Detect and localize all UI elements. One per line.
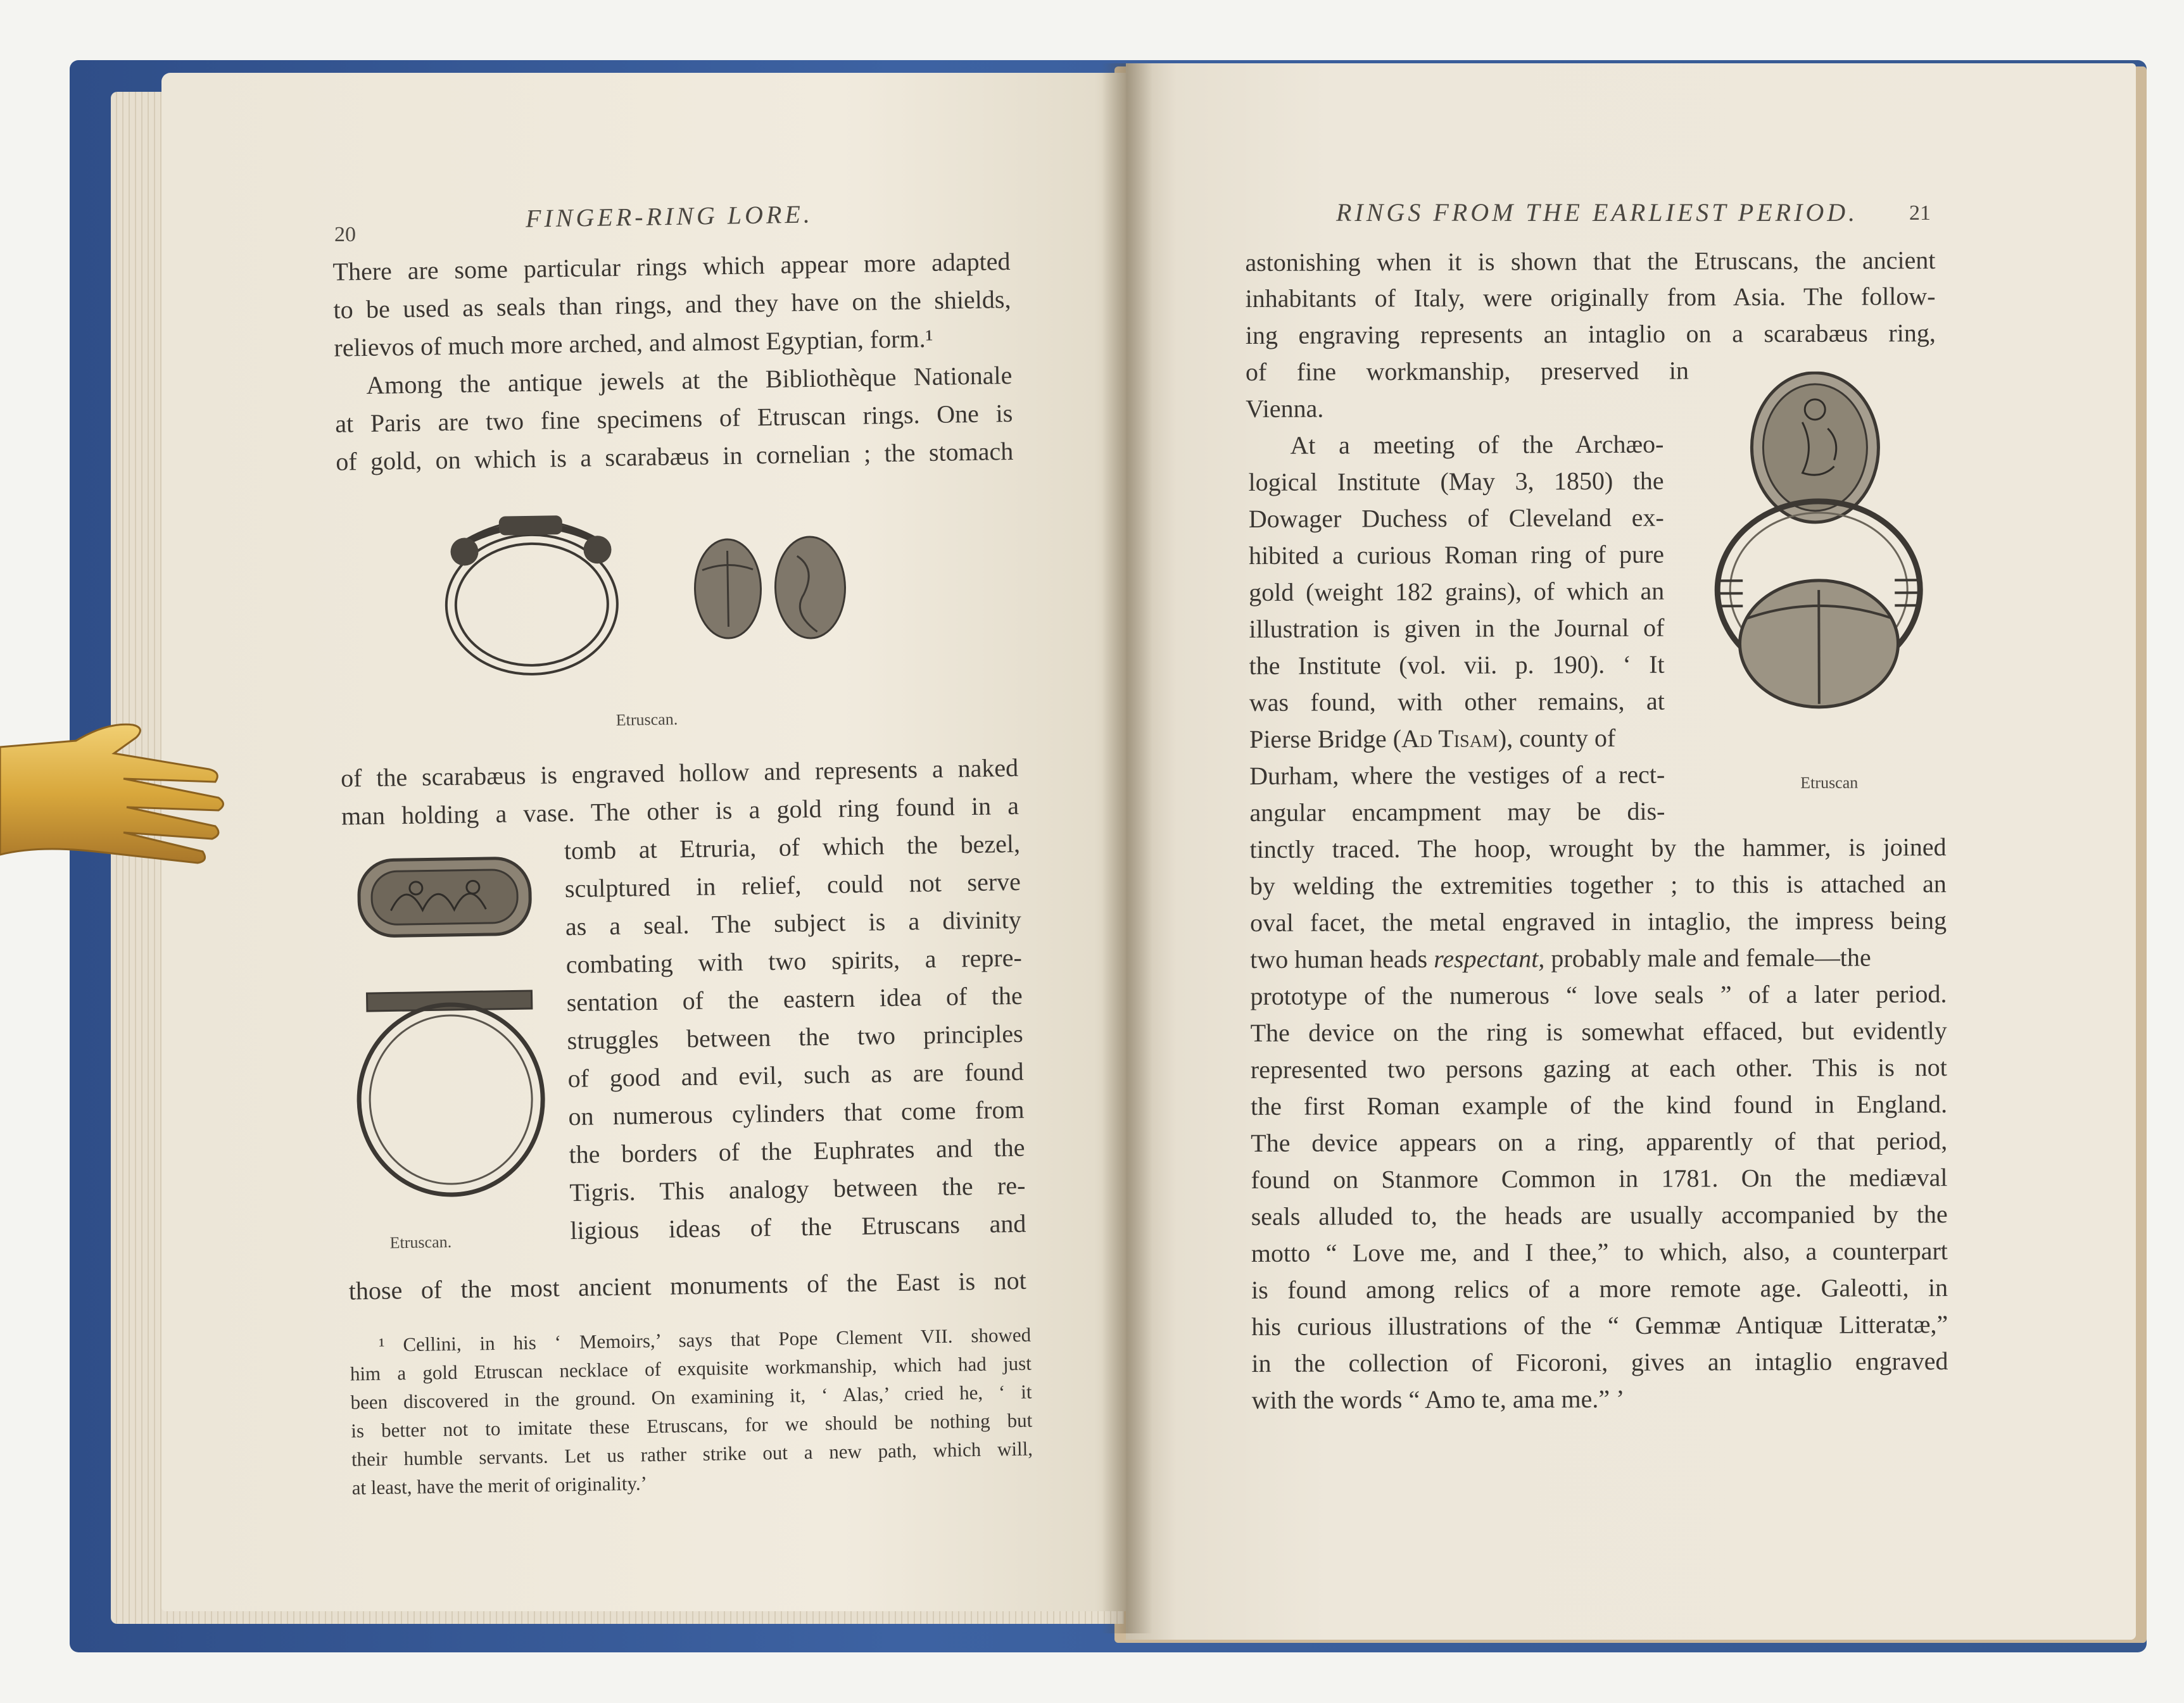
text-line: the borders of the Euphrates and the xyxy=(569,1133,1025,1169)
text-line: as a seal. The subject is a divinity xyxy=(565,905,1022,941)
figure-caption: Etruscan xyxy=(1800,773,1859,792)
text-line: is found among relics of a more remote age. Galeotti, in xyxy=(1251,1273,1948,1304)
etruscan-ring-illustration xyxy=(410,498,907,701)
text-fragment: Pierse Bridge ( xyxy=(1249,724,1402,753)
figure-caption: Etruscan. xyxy=(615,710,678,729)
text-line: those of the most ancient monuments of the East is not xyxy=(348,1266,1027,1305)
text-line: Dowager Duchess of Cleveland ex- xyxy=(1248,503,1664,533)
text-line: represented two persons gazing at each other. This is not xyxy=(1250,1053,1947,1084)
text-line: relievos of much more arched, and almost Egyptian, form.¹ xyxy=(334,324,933,362)
text-line: of fine workmanship, preserved in xyxy=(1245,356,1689,386)
text-line: Vienna. xyxy=(1246,394,1324,423)
place-name: Ad Tisam xyxy=(1401,724,1498,753)
text-line: the Institute (vol. vii. p. 190). ‘ It xyxy=(1249,650,1665,680)
scarab-ring-illustration xyxy=(1707,371,1936,726)
text-line: sculptured in relief, could not serve xyxy=(564,867,1021,903)
text-fragment: ), county of xyxy=(1498,723,1616,753)
running-header-left: FINGER-RING LORE. xyxy=(525,199,814,233)
right-text-column xyxy=(1241,187,1961,1431)
text-fragment: probably male and female—the xyxy=(1544,943,1871,973)
text-line xyxy=(1250,945,1947,972)
text-line: logical Institute (May 3, 1850) the xyxy=(1248,466,1664,496)
text-line: Tigris. This analogy between the re- xyxy=(569,1171,1026,1207)
text-line: ing engraving represents an intaglio on a scarabæus ring, xyxy=(1245,318,1936,349)
running-header-right: RINGS FROM THE EARLIEST PERIOD. xyxy=(1336,198,1859,227)
hand-clip-icon xyxy=(0,709,228,899)
text-line: in the collection of Ficoroni, gives an intaglio engraved xyxy=(1251,1347,1948,1378)
text-line: oval facet, the metal engraved in intaglio, the impress being xyxy=(1249,906,1947,937)
text-line: of gold, on which is a scarabæus in cornelian ; the stomach xyxy=(335,436,1014,476)
italic-word: respectant, xyxy=(1434,944,1545,973)
page-number-right: 21 xyxy=(1909,201,1931,225)
book-gutter xyxy=(1102,63,1152,1633)
footnote-line: is better not to imitate these Etruscans, for we should be nothing but xyxy=(351,1409,1033,1442)
text-line: Among the antique jewels at the Bibliothèque Nationale xyxy=(366,360,1013,399)
footnote-line: ¹ Cellini, in his ‘ Memoirs,’ says that Pope Clement VII. showed xyxy=(378,1323,1032,1356)
text-line: on numerous cylinders that come from xyxy=(568,1095,1025,1131)
text-line: seals alluded to, the heads are usually accompanied by the xyxy=(1251,1200,1948,1231)
text-line: ligious ideas of the Etruscans and xyxy=(570,1209,1026,1245)
text-line: hibited a curious Roman ring of pure xyxy=(1248,539,1665,570)
text-line: the first Roman example of the kind found in England. xyxy=(1250,1090,1948,1121)
footnote-line: him a gold Etruscan necklace of exquisite workmanship, which had just xyxy=(350,1352,1032,1385)
text-line: astonishing when it is shown that the Etruscans, the ancient xyxy=(1245,246,1936,277)
figure-caption: Etruscan. xyxy=(389,1233,452,1252)
text-line: of the scarabæus is engraved hollow and represents a naked xyxy=(340,753,1019,793)
footnote-line: their humble servants. Let us rather strike out a new path, which will, xyxy=(351,1437,1033,1471)
etruscan-bezel-ring-illustration xyxy=(346,845,560,1202)
text-line: prototype of the numerous “ love seals ” of a later period. xyxy=(1250,979,1947,1010)
footnote-line: been discovered in the ground. On examining it, ‘ Alas,’ cried he, ‘ it xyxy=(350,1380,1032,1414)
page-number-left: 20 xyxy=(334,223,356,246)
text-line: motto “ Love me, and I thee,” to which, also, a counterpart xyxy=(1251,1236,1948,1267)
text-line: man holding a vase. The other is a gold ring found in a xyxy=(341,791,1019,831)
text-line: of good and evil, such as are found xyxy=(567,1057,1024,1093)
text-line: struggles between the two principles xyxy=(567,1019,1023,1055)
text-line: to be used as seals than rings, and they have on the shields, xyxy=(333,284,1011,324)
text-line: at Paris are two fine specimens of Etruscan rings. One is xyxy=(334,398,1013,438)
text-line: tinctly traced. The hoop, wrought by the hammer, is joined xyxy=(1249,833,1947,864)
text-line: The device on the ring is somewhat effaced, but evidently xyxy=(1250,1016,1947,1047)
text-line: combating with two spirits, a repre- xyxy=(565,943,1023,979)
text-line: was found, with other remains, at xyxy=(1249,686,1665,717)
footnote-line: at least, have the merit of originality.’ xyxy=(351,1472,648,1499)
left-text-column xyxy=(323,198,1033,1499)
text-line: gold (weight 182 grains), of which an xyxy=(1249,576,1665,606)
text-line: At a meeting of the Archæo- xyxy=(1290,429,1664,460)
text-line: The device appears on a ring, apparently of that period, xyxy=(1251,1126,1948,1157)
text-line xyxy=(1249,723,1680,753)
text-line: his curious illustrations of the “ Gemmæ Antiquæ Litteratæ,” xyxy=(1251,1310,1948,1341)
text-line: sentation of the eastern idea of the xyxy=(566,981,1023,1017)
text-line: There are some particular rings which appear more adapted xyxy=(332,246,1011,286)
text-line: by welding the extremities together ; to this is attached an xyxy=(1249,869,1947,900)
text-fragment: two human heads xyxy=(1250,944,1434,974)
text-line: angular encampment may be dis- xyxy=(1249,796,1665,827)
text-line: inhabitants of Italy, were originally from Asia. The follow- xyxy=(1245,282,1936,313)
text-line: tomb at Etruria, of which the bezel, xyxy=(564,829,1021,865)
text-line: Durham, where the vestiges of a rect- xyxy=(1249,760,1665,790)
text-line: found on Stanmore Common in 1781. On the mediæval xyxy=(1251,1163,1948,1194)
text-line: with the words “ Amo te, ama me.” ’ xyxy=(1251,1384,1625,1414)
text-line: illustration is given in the Journal of xyxy=(1249,613,1665,643)
